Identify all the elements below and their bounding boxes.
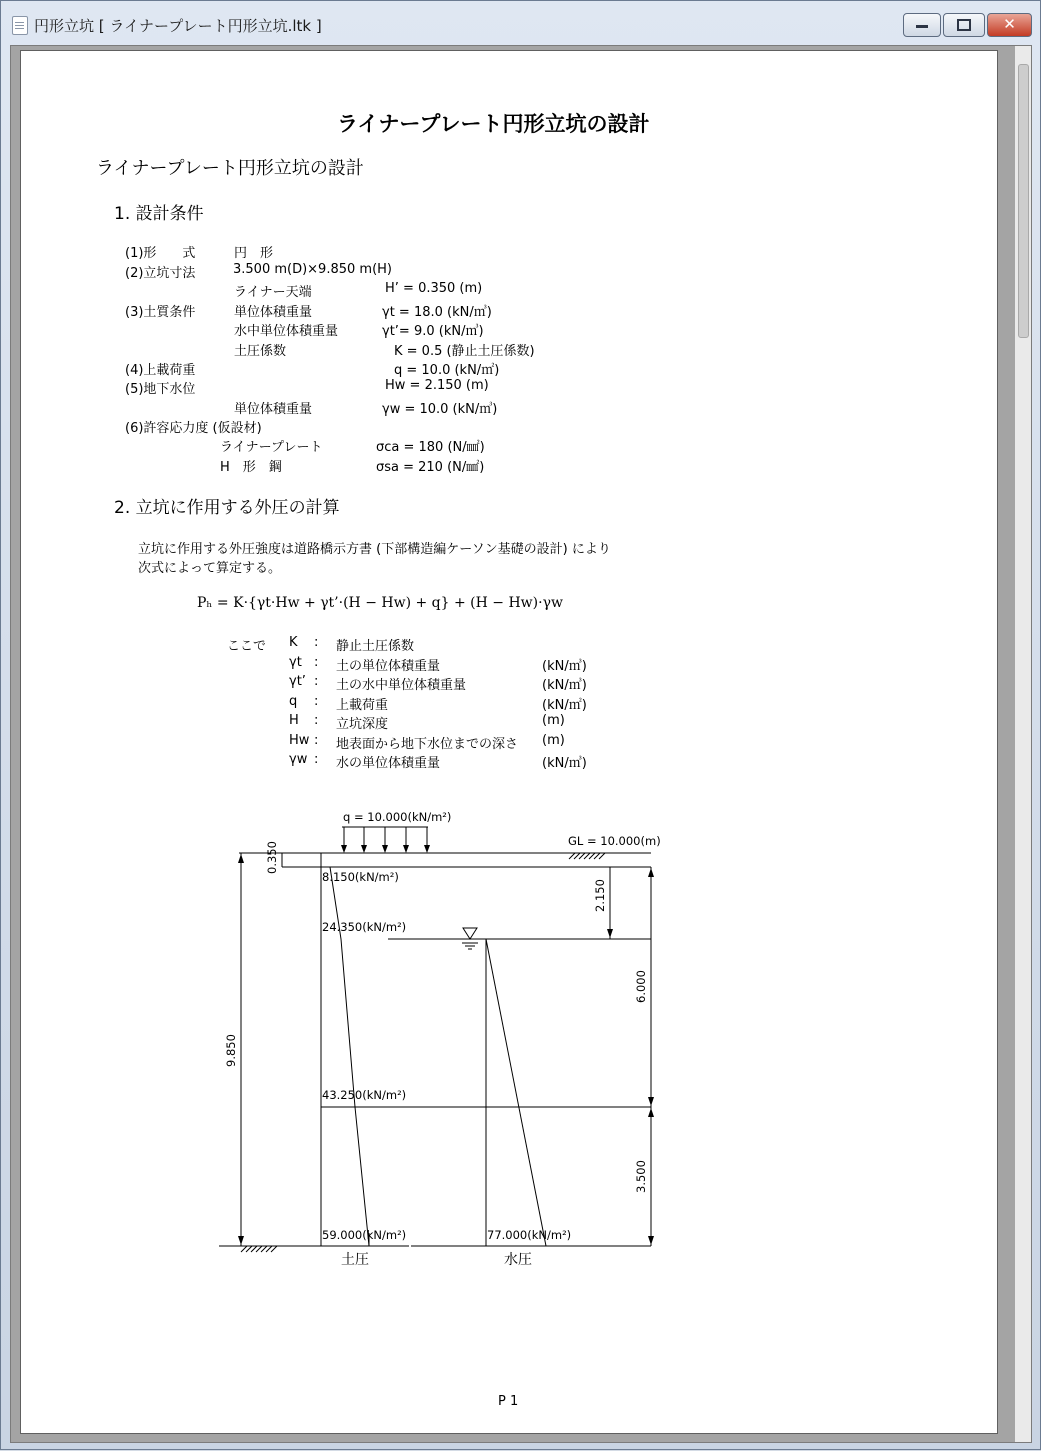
dim-total-label: 9.850 (224, 1034, 238, 1067)
pressure-label: 77.000(kN/m²) (487, 1228, 572, 1242)
cond-label: ライナープレート (220, 440, 323, 455)
cond-label: (5)地下水位 (125, 382, 196, 397)
cond-label: 土圧係数 (234, 344, 287, 359)
cond-label: ライナー天端 (234, 285, 312, 300)
legend-colon: : (314, 693, 319, 709)
legend-colon: : (314, 752, 319, 767)
legend-unit: (kN/㎥) (542, 658, 587, 674)
legend-colon: : (314, 674, 319, 689)
window-title: 円形立坑 [ ライナープレート円形立坑.ltk ] (34, 17, 322, 35)
legend-colon: : (314, 732, 319, 748)
legend-unit: (m) (542, 713, 565, 728)
paragraph: 次式によって算定する。 (138, 561, 282, 576)
legend-description: 静止土圧係数 (336, 639, 415, 654)
legend-symbol: H (289, 713, 299, 728)
document-title: ライナープレート円形立坑の設計 (337, 112, 650, 136)
pressure-label: 43.250(kN/m²) (322, 1088, 407, 1102)
legend-colon: : (314, 635, 319, 650)
cond-label: (1)形 式 (125, 246, 196, 261)
legend-colon: : (314, 713, 319, 728)
water-pressure-caption: 水圧 (504, 1252, 532, 1268)
cond-label: 単位体積重量 (234, 402, 313, 417)
water-level-icon (463, 928, 477, 939)
gl-label: GL = 10.000(m) (568, 834, 661, 848)
cond-value: σca = 180 (N/㎟) (376, 440, 485, 455)
pressure-label: 24.350(kN/m²) (322, 920, 407, 934)
dim-top-label: 0.350 (265, 841, 279, 874)
legend-colon: : (314, 654, 319, 670)
cond-value: K = 0.5 (静止土圧係数) (394, 344, 535, 359)
close-icon: ✕ (1003, 15, 1016, 33)
pressure-label: 8.150(kN/m²) (322, 870, 399, 884)
soil-pressure-caption: 土圧 (341, 1252, 369, 1268)
legend-symbol: K (289, 635, 298, 650)
paragraph: 立坑に作用する外圧強度は道路橋示方書 (下部構造編ケーソン基礎の設計) により (138, 542, 611, 557)
legend-description: 水の単位体積重量 (336, 756, 441, 771)
cond-label: (4)上載荷重 (125, 363, 196, 378)
legend-unit: (kN/㎥) (542, 756, 587, 771)
cond-value: Hw = 2.150 (m) (385, 378, 489, 393)
legend-symbol: γt (289, 654, 302, 670)
legend-unit: (kN/㎡) (542, 697, 587, 713)
cond-label: (3)土質条件 (125, 305, 196, 320)
cond-value: γt’= 9.0 (kN/㎥) (382, 324, 484, 339)
formula: Pₕ = K·{γt·Hw + γt’·(H − Hw) + q} + (H − Hw)·γw (197, 595, 563, 611)
section-title: ライナープレート円形立坑の設計 (96, 158, 364, 179)
dim-mid-label: 6.000 (634, 970, 648, 1003)
dim-low-label: 3.500 (634, 1160, 648, 1193)
dim-water-label: 2.150 (593, 879, 607, 912)
section-2-heading: 2. 立坑に作用する外圧の計算 (114, 498, 340, 518)
surcharge-label: q = 10.000(kN/m²) (343, 810, 452, 824)
legend-description: 立坑深度 (336, 717, 389, 732)
legend-description: 地表面から地下水位までの深さ (336, 736, 519, 752)
cond-value: 円 形 (234, 246, 274, 261)
cond-value: q = 10.0 (kN/㎡) (394, 363, 500, 378)
legend-intro: ここで (227, 639, 267, 654)
page-number: P 1 (498, 1394, 519, 1409)
cond-value: H’ = 0.350 (m) (385, 281, 483, 296)
cond-label: 単位体積重量 (234, 305, 313, 320)
legend-symbol: q (289, 693, 298, 709)
cond-value: γt = 18.0 (kN/㎥) (382, 305, 492, 320)
cond-value: γw = 10.0 (kN/㎥) (382, 402, 498, 417)
cond-value: σsa = 210 (N/㎟) (376, 460, 485, 475)
legend-description: 土の水中単位体積重量 (336, 678, 467, 693)
cond-label: (2)立坑寸法 (125, 266, 196, 281)
pressure-label: 59.000(kN/m²) (322, 1228, 407, 1242)
legend-symbol: γw (289, 752, 308, 767)
legend-unit: (kN/㎥) (542, 678, 587, 693)
legend-description: 上載荷重 (336, 697, 389, 713)
legend-symbol: γt’ (289, 674, 306, 689)
cond-value: 3.500 m(D)×9.850 m(H) (233, 262, 392, 277)
legend-description: 土の単位体積重量 (336, 658, 441, 674)
cond-label: 水中単位体積重量 (234, 324, 339, 339)
section-1-heading: 1. 設計条件 (114, 204, 204, 224)
cond-label: H 形 鋼 (220, 460, 282, 475)
pressure-diagram (1, 1, 1041, 1451)
cond-label: (6)許容応力度 (仮設材) (125, 421, 262, 436)
water-pressure-line (486, 939, 546, 1246)
ground-hatch-icon (241, 853, 605, 1252)
dim-arrows (238, 845, 654, 1245)
legend-unit: (m) (542, 732, 565, 748)
legend-symbol: Hw (289, 732, 310, 748)
